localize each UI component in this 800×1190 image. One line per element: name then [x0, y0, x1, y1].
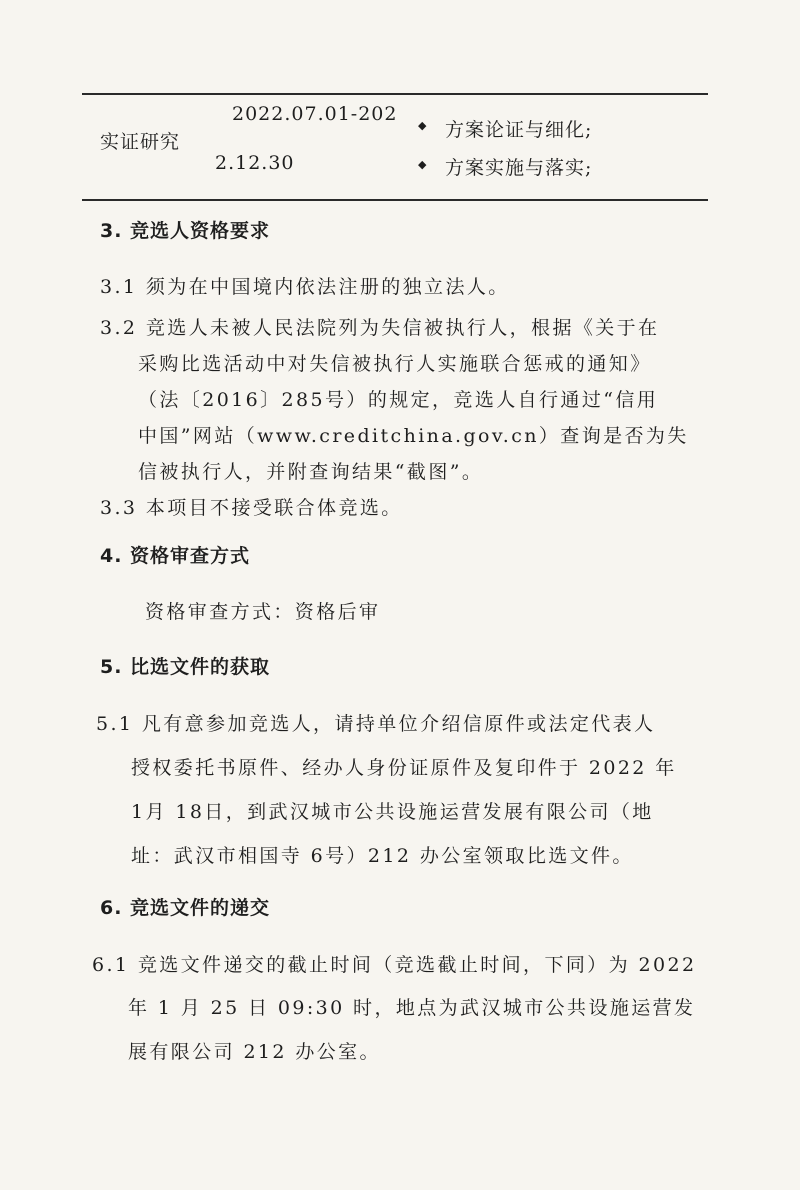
table-top-border	[82, 93, 708, 95]
clause-5-1-line-2: 授权委托书原件、经办人身份证原件及复印件于 2022 年	[131, 757, 677, 779]
section-4-heading: 4. 资格审查方式	[100, 545, 251, 567]
clause-3-2-line-4: 中国”网站（www.creditchina.gov.cn）查询是否为失	[138, 425, 689, 447]
clause-6-1-line-3: 展有限公司 212 办公室。	[128, 1041, 381, 1063]
clause-3-2-line-3: （法〔2016〕285号）的规定，竞选人自行通过“信用	[138, 389, 659, 411]
section-6-heading: 6. 竞选文件的递交	[100, 897, 271, 919]
table-phase-cell: 实证研究	[100, 131, 181, 153]
table-period-line1: 2022.07.01-202	[232, 103, 398, 125]
clause-3-2-line-2: 采购比选活动中对失信被执行人实施联合惩戒的通知》	[138, 353, 652, 375]
section-5-heading: 5. 比选文件的获取	[100, 656, 271, 678]
clause-3-1: 3.1 须为在中国境内依法注册的独立法人。	[100, 276, 510, 298]
section-3-heading: 3. 竞选人资格要求	[100, 220, 271, 242]
clause-3-3: 3.3 本项目不接受联合体竞选。	[100, 497, 403, 519]
table-bottom-border	[82, 199, 708, 201]
table-task-2: 方案实施与落实;	[445, 157, 593, 179]
section-4-text: 资格审查方式：资格后审	[145, 601, 381, 623]
table-period-line2: 2.12.30	[215, 152, 295, 174]
bullet-diamond-icon: ◆	[418, 158, 427, 171]
clause-6-1-line-2: 年 1 月 25 日 09:30 时，地点为武汉城市公共设施运营发	[128, 997, 696, 1019]
clause-5-1-line-1: 5.1 凡有意参加竞选人，请持单位介绍信原件或法定代表人	[96, 713, 656, 735]
clause-5-1-line-3: 1月 18日，到武汉城市公共设施运营发展有限公司（地	[131, 801, 654, 823]
bullet-diamond-icon: ◆	[418, 119, 427, 132]
clause-5-1-line-4: 址：武汉市相国寺 6号）212 办公室领取比选文件。	[131, 845, 634, 867]
table-task-1: 方案论证与细化;	[445, 119, 593, 141]
clause-6-1-line-1: 6.1 竞选文件递交的截止时间（竞选截止时间，下同）为 2022	[92, 954, 697, 976]
clause-3-2-line-1: 3.2 竞选人未被人民法院列为失信被执行人，根据《关于在	[100, 317, 660, 339]
clause-3-2-line-5: 信被执行人，并附查询结果“截图”。	[138, 461, 484, 483]
